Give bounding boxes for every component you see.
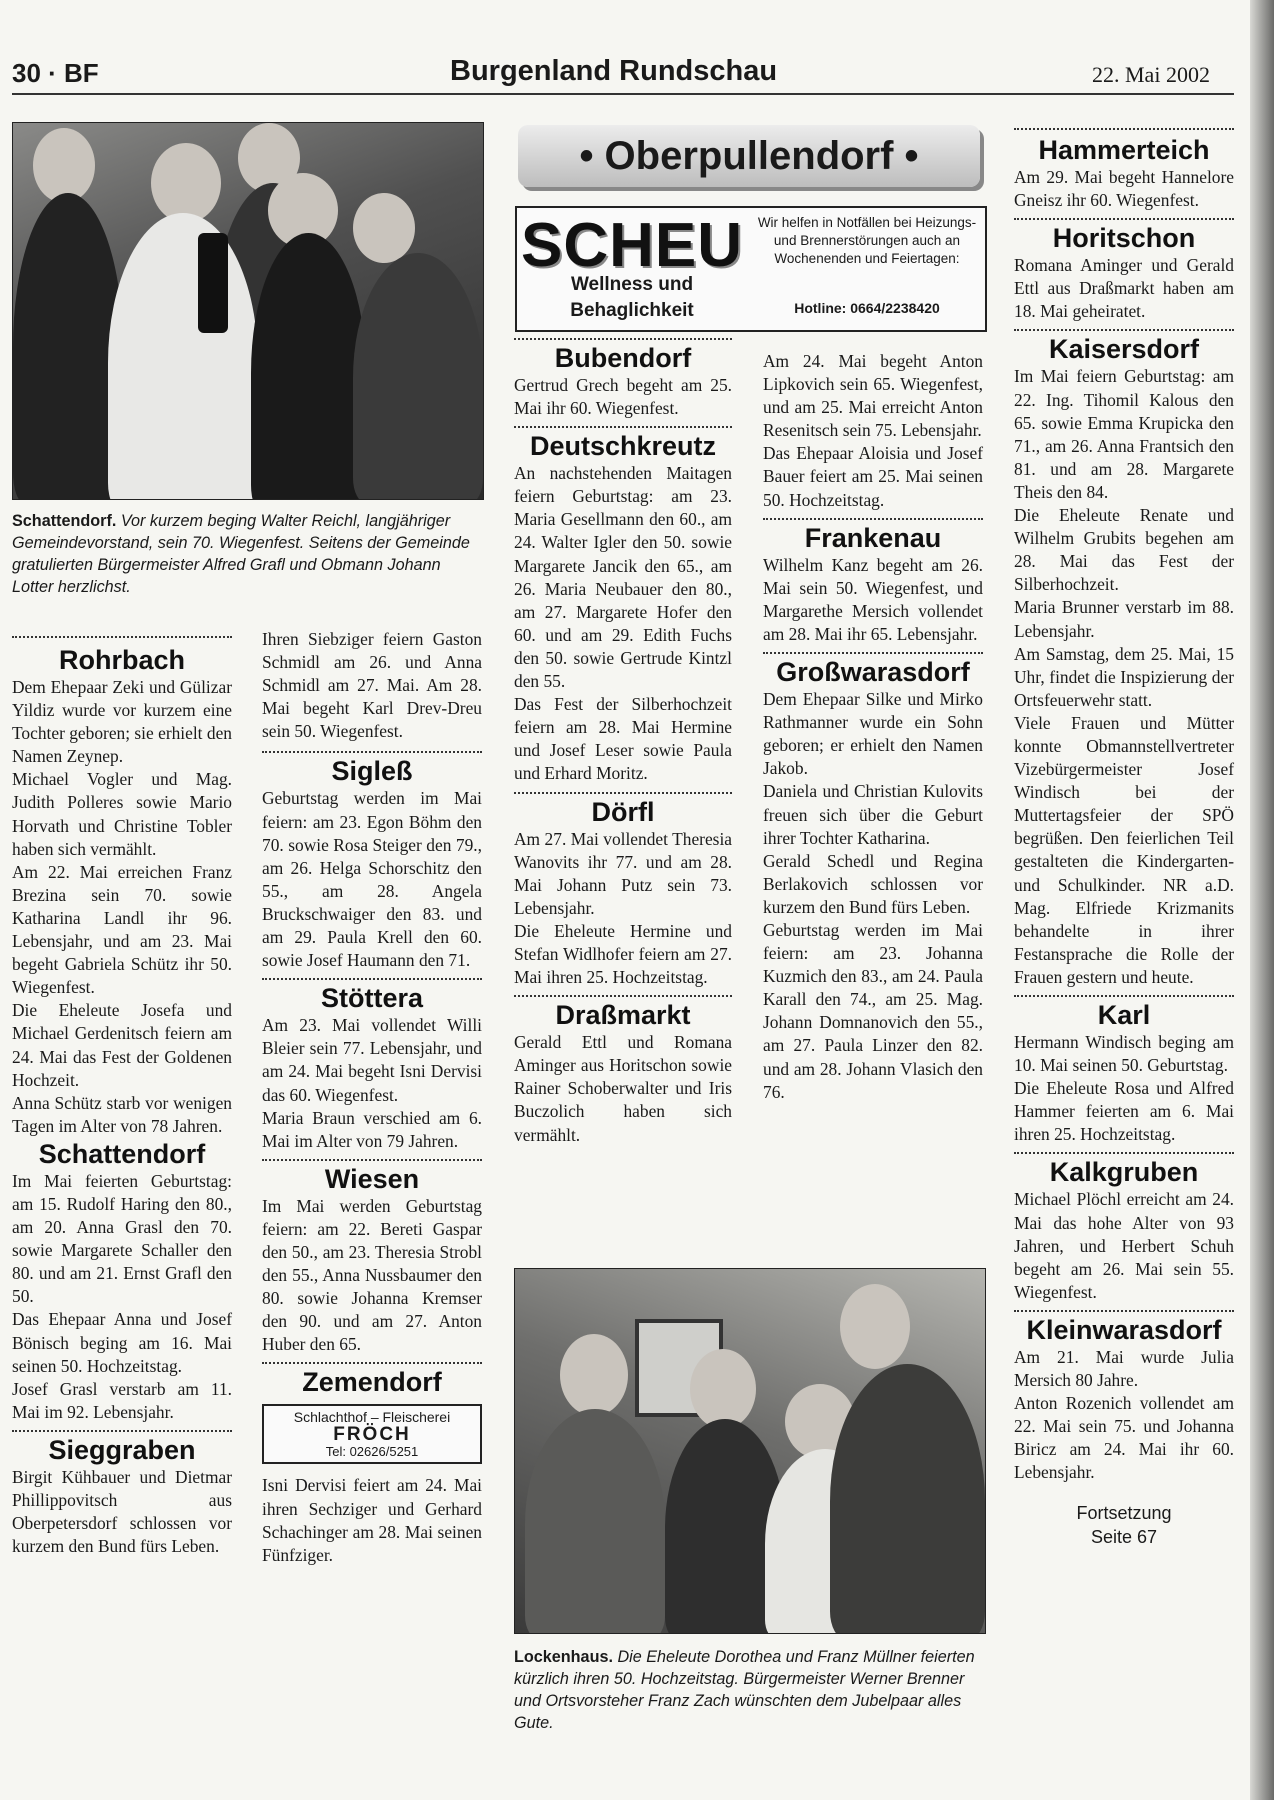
text: Im Mai werden Geburtstag feiern: am 22. Bereti Gaspar den 50., am 23. Theresia Strobl den 55., Anna Nussbaumer den 80. sowie Johanna Kremser den 90. und am 27. Anton Huber den 65.: [262, 1195, 482, 1355]
text: Romana Aminger und Gerald Ettl aus Draßmarkt haben am 18. Mai geheiratet.: [1014, 255, 1234, 322]
heading-grosswarasdorf: Großwarasdorf: [776, 657, 970, 688]
text: An nachstehenden Maitagen feiern Geburtstag: am 23. Maria Gesellmann den 60., am 24. Walter Igler den 50. sowie Margarete Jancik den 65., am 26. Maria Neubauer den 80., am 27. Margarete Hofer den 60. und am 29. Edith Fuchs den 50. sowie Gertrude Kintzl den 55.: [514, 463, 732, 692]
issue-date: 22. Mai 2002: [1092, 62, 1210, 87]
text: Am 22. Mai erreichen Franz Brezina sein 70. sowie Katharina Landl ihr 96. Lebensjahr, und am 23. Mai begeht Gabriela Schütz ihr 50. Wiegenfest.: [12, 861, 232, 998]
column-5: [1014, 134, 1234, 1549]
caption-place: Lockenhaus.: [514, 1648, 613, 1666]
person-head: [33, 128, 95, 203]
heading-bubendorf: Bubendorf: [554, 343, 692, 373]
text: Im Mai feierten Geburtstag: am 15. Rudolf Haring den 80., am 20. Anna Grasl den 70. sowie Margarete Schaller den 80. und am 21. Ernst Grafl den 50.: [12, 1170, 232, 1307]
continued-label: Fortsetzung: [1076, 1502, 1172, 1523]
column-4: [763, 350, 983, 1104]
text: Am Samstag, dem 25. Mai, 15 Uhr, findet die Inspizierung der Ortsfeuerwehr statt.: [1014, 643, 1234, 710]
text: Dem Ehepaar Zeki und Gülizar Yildiz wurde vor kurzem eine Tochter geboren; sie erhielt den Namen Zeynep.: [12, 677, 232, 767]
ad-text: Wir helfen in Notfällen bei Heizungs- und Brennerstörungen auch an Wochenenden und Feiertagen:: [757, 215, 977, 266]
bottle: [198, 233, 228, 333]
text: Geburtstag werden im Mai feiern: am 23. Egon Böhm den 70. sowie Rosa Steiger den 79., am 26. Helga Schorschitz den 55., am 28. Angela Bruckschwaiger den 83. und am 29. Paula Krell den 60. sowie Josef Haumann den 71.: [262, 788, 482, 971]
heading-schattendorf: Schattendorf: [38, 1138, 206, 1169]
person-head: [151, 143, 221, 223]
person-body: [13, 193, 123, 500]
text: Maria Brunner verstarb im 88. Lebensjahr.: [1014, 597, 1234, 641]
text: Gerald Ettl und Romana Aminger aus Horitschon sowie Rainer Schoberwalter und Iris Buczolich haben sich vermählt.: [514, 1032, 732, 1145]
heading-karl: Karl: [1097, 1000, 1151, 1030]
text: Isni Dervisi feiert am 24. Mai ihren Sechziger und Gerhard Schachinger am 28. Mai seinen Fünfziger.: [262, 1475, 482, 1565]
text: Gerald Schedl und Regina Berlakovich schlossen vor kurzem den Bund fürs Leben.: [763, 850, 983, 917]
person-body: [830, 1364, 985, 1634]
text: Anna Schütz starb vor wenigen Tagen im Alter von 78 Jahren.: [12, 1092, 232, 1136]
heading-horitschon: Horitschon: [1052, 223, 1196, 254]
caption-text: Vor kurzem beging Walter Reichl, langjähriger Gemeindevorstand, sein 70. Wiegenfest. Seitens der Gemeinde gratulierten Bürgermeister Alfred Grafl und Obmann Johann Lotter herzlichst.: [12, 512, 470, 596]
text: Am 27. Mai vollendet Theresia Wanovits ihr 77. und am 28. Mai Johann Putz sein 73. Lebensjahr.: [514, 828, 732, 918]
text: Viele Frauen und Mütter konnte Obmannstellvertreter Vizebürgermeister Josef Windisch bei der Muttertagsfeier der SPÖ begrüßen. Den feierlichen Teil gestalteten die Kindergarten- und Schulkinder. NR a.D. Mag. Elfriede Krizmanits behandelte in ihrer Festansprache die Rolle der Frauen gestern und heute.: [1014, 712, 1234, 987]
heading-stoettera: Stöttera: [320, 983, 423, 1014]
divider: [12, 636, 232, 638]
person-head: [560, 1334, 628, 1416]
text: Hermann Windisch beging am 10. Mai seinen 50. Geburtstag.: [1014, 1032, 1234, 1076]
text: Birgit Kühbauer und Dietmar Phillippovitsch aus Oberpetersdorf schlossen vor kurzem den Bund fürs Leben.: [12, 1466, 232, 1557]
column-1: [12, 644, 232, 1558]
text: Am 21. Mai wurde Julia Mersich 80 Jahre.: [1014, 1346, 1234, 1391]
text: Daniela und Christian Kulovits freuen sich über die Geburt ihrer Tochter Katharina.: [763, 781, 983, 848]
person-head: [840, 1284, 910, 1369]
text: Die Eheleute Hermine und Stefan Widlhofer feiern am 27. Mai ihren 25. Hochzeitstag.: [514, 920, 732, 988]
ad-brand: SCHEU: [521, 211, 744, 280]
heading-kleinwarasdorf: Kleinwarasdorf: [1026, 1314, 1222, 1345]
continued-page: Seite 67: [1090, 1526, 1158, 1547]
ad-scheu: [515, 206, 987, 332]
ad-hotline: Hotline: 0664/2238420: [794, 300, 940, 316]
heading-kalkgruben: Kalkgruben: [1049, 1157, 1199, 1188]
photo-schattendorf: [12, 122, 484, 500]
text: Michael Plöchl erreicht am 24. Mai das hohe Alter von 93 Jahren, und Herbert Schuh begeht am 26. Mai sein 55. Wiegenfest.: [1014, 1189, 1234, 1302]
heading-hammerteich: Hammerteich: [1038, 135, 1210, 165]
heading-drassmarkt: Draßmarkt: [555, 1000, 691, 1031]
section-banner: • Oberpullendorf •: [518, 125, 980, 187]
ad-tagline: Wellness und Behaglichkeit: [570, 274, 694, 321]
text: Gertrud Grech begeht am 25. Mai ihr 60. Wiegenfest.: [514, 375, 732, 419]
heading-rohrbach: Rohrbach: [58, 645, 185, 675]
page-number: 30 · BF: [12, 58, 99, 88]
text: Am 24. Mai begeht Anton Lipkovich sein 65. Wiegenfest, und am 25. Mai erreicht Anton Resenitsch sein 75. Lebensjahr.: [763, 351, 983, 441]
person-body: [251, 233, 366, 500]
photo-lockenhaus: [514, 1268, 986, 1634]
heading-frankenau: Frankenau: [804, 522, 942, 553]
ad-froch-tel: Tel: 02626/5251: [325, 1444, 419, 1460]
text: Die Eheleute Rosa und Alfred Hammer feierten am 6. Mai ihren 25. Hochzeitstag.: [1014, 1078, 1234, 1145]
person-body: [525, 1409, 665, 1634]
heading-wiesen: Wiesen: [324, 1163, 420, 1194]
text: Die Eheleute Renate und Wilhelm Grubits begehen am 28. Mai das Fest der Silberhochzeit.: [1014, 505, 1234, 595]
text: Dem Ehepaar Silke und Mirko Rathmanner wurde ein Sohn geboren; er erhielt den Namen Jakob.: [763, 689, 983, 779]
column-2: [262, 628, 482, 1567]
text: Das Ehepaar Anna und Josef Bönisch beging am 16. Mai seinen 50. Hochzeitstag.: [12, 1309, 232, 1376]
caption-text: Die Eheleute Dorothea und Franz Müllner feierten kürzlich ihren 50. Hochzeitstag. Bürgermeister Werner Brenner und Ortsvorsteher Franz Zach wünschten dem Jubelpaar alles Gute.: [514, 1648, 975, 1732]
heading-zemendorf: Zemendorf: [302, 1367, 442, 1398]
text: Das Ehepaar Aloisia und Josef Bauer feiert am 25. Mai seinen 50. Hochzeitstag.: [763, 443, 983, 510]
heading-sigless: Sigleß: [331, 756, 413, 787]
heading-deutschkreutz: Deutschkreutz: [529, 431, 717, 462]
caption-lockenhaus: [514, 1646, 986, 1734]
text: Am 23. Mai vollendet Willi Bleier sein 77. Lebensjahr, und am 24. Mai begeht Isni Dervisi das 60. Wiegenfest.: [262, 1015, 482, 1105]
text: Wilhelm Kanz begeht am 26. Mai sein 50. Wiegenfest, und Margarethe Mersich vollendet am 28. Mai ihr 65. Lebensjahr.: [763, 554, 983, 644]
person-body: [108, 213, 258, 500]
divider: [1014, 128, 1234, 130]
heading-doerfl: Dörfl: [591, 796, 655, 827]
ad-froch: [262, 1404, 482, 1464]
header-rule: [12, 93, 1234, 95]
heading-sieggraben: Sieggraben: [48, 1434, 196, 1465]
caption-schattendorf: [12, 510, 484, 598]
person-body: [353, 253, 483, 500]
text: Josef Grasl verstarb am 11. Mai im 92. Lebensjahr.: [12, 1378, 232, 1422]
text: Im Mai feiern Geburtstag: am 22. Ing. Tihomil Kalous den 65. sowie Emma Krupicka den 71., am 26. Anna Frantsich den 81. und am 28. Margarete Theis den 84.: [1014, 366, 1234, 502]
column-3: [514, 342, 732, 1147]
text: Anton Rozenich vollendet am 22. Mai sein 75. und Johanna Biricz am 24. Mai ihr 60. Lebensjahr.: [1014, 1393, 1234, 1483]
text: Am 29. Mai begeht Hannelore Gneisz ihr 60. Wiegenfest.: [1014, 167, 1234, 211]
text: Das Fest der Silberhochzeit feiern am 28. Mai Hermine und Josef Leser sowie Paula und Erhard Moritz.: [514, 694, 732, 784]
ad-froch-line1: Schlachthof – Fleischerei: [293, 1409, 451, 1426]
caption-place: Schattendorf.: [12, 512, 117, 530]
page-edge: [1250, 0, 1274, 1800]
heading-kaisersdorf: Kaisersdorf: [1048, 334, 1200, 365]
ad-froch-name: FRÖCH: [333, 1424, 411, 1446]
text: Die Eheleute Josefa und Michael Gerdenitsch feiern am 24. Mai das Fest der Goldenen Hochzeit.: [12, 1000, 232, 1090]
divider: [514, 338, 732, 340]
text: Ihren Siebziger feiern Gaston Schmidl am 26. und Anna Schmidl am 27. Mai. Am 28. Mai begeht Karl Drev-Dreu sein 50. Wiegenfest.: [262, 629, 482, 742]
newspaper-title: Burgenland Rundschau: [450, 55, 778, 87]
person-head: [690, 1349, 756, 1429]
text: Geburtstag werden im Mai feiern: am 23. Johanna Kuzmich den 83., am 24. Paula Karall den 74., am 25. Mag. Johann Domnanovich den 55., am 27. Paula Linzer den 82. und am 28. Johann Vlasich den 76.: [763, 919, 983, 1102]
text: Maria Braun verschied am 6. Mai im Alter von 79 Jahren.: [262, 1107, 482, 1151]
person-head: [353, 193, 415, 263]
text: Michael Vogler und Mag. Judith Polleres sowie Mario Horvath und Christine Tobler haben sich vermählt.: [12, 769, 232, 859]
